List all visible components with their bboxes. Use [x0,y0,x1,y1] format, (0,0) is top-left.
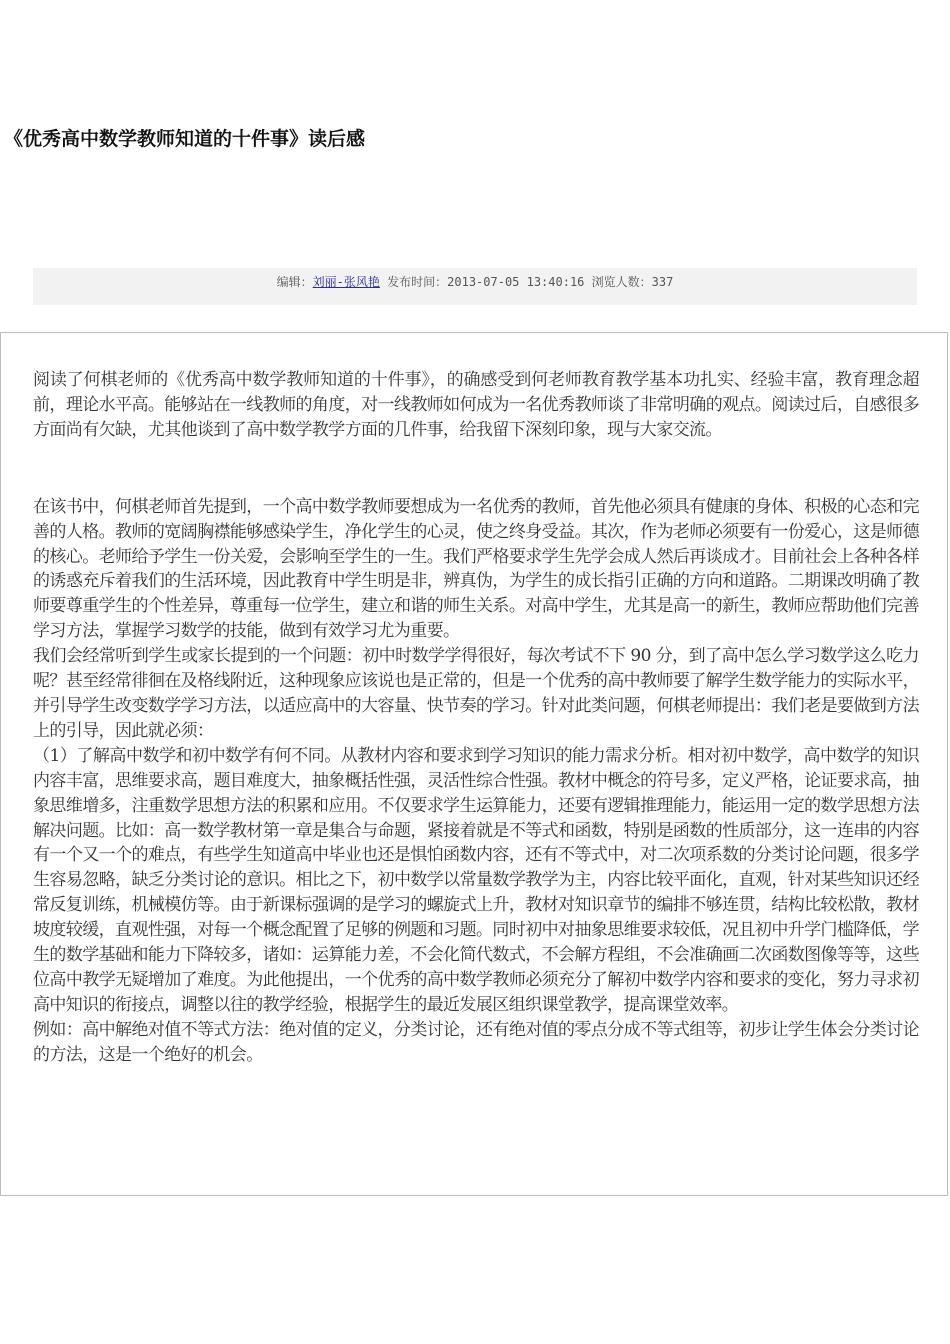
article-paragraph: 阅读了何棋老师的《优秀高中数学教师知道的十件事》，的确感受到何老师教育教学基本功扎实、经验丰富，教育理念超前，理论水平高。能够站在一线教师的角度，对一线教师如何成为一名优秀教师谈了非常明确的观点。阅读过后，自感很多方面尚有欠缺，尤其他谈到了高中数学教学方面的几件事，给我留下深刻印象，现与大家交流。 [33,370,919,440]
views-count: 337 [651,275,674,289]
published-label: 发布时间： [379,275,448,289]
article-paragraph: （1）了解高中数学和初中数学有何不同。从教材内容和要求到学习知识的能力需求分析。相对初中数学，高中数学的知识内容丰富，思维要求高，题目难度大，抽象概括性强，灵活性综合性强。教材中概念的符号多，定义严格，论证要求高，抽象思维增多，注重数学思想方法的积累和应用。不仅要求学生运算能力，还要有逻辑推理能力，能运用一定的数学思想方法解决问题。比如：高一数学教材第一章是集合与命题，紧接着就是不等式和函数，特别是函数的性质部分，这一连串的内容有一个又一个的难点，有些学生知道高中毕业也还是惧怕函数内容，还有不等式中，对二次项系数的分类讨论问题，很多学生容易忽略，缺乏分类讨论的意识。相比之下，初中数学以常量数学教学为主，内容比较平面化，直观，针对某些知识还经常反复训练，机械模仿等。由于新课标强调的是学习的螺旋式上升，教材对知识章节的编排不够连贯，结构比较松散，教材坡度较缓，直观性强，对每一个概念配置了足够的例题和习题。同时初中对抽象思维要求较低，况且初中升学门槛降低，学生的数学基础和能力下降较多，诸如：运算能力差，不会化简代数式，不会解方程组，不会准确画二次函数图像等等，这些位高中教学无疑增加了难度。为此他提出，一个优秀的高中数学教师必须充分了解初中数学内容和要求的变化，努力寻求初高中知识的衔接点，调整以往的教学经验，根据学生的最近发展区组织课堂教学，提高课堂效率。 [33,745,919,1015]
article-meta-bar [33,268,917,305]
page-title: 《优秀高中数学教师知道的十件事》读后感 [4,128,366,150]
views-label: 浏览人数： [584,275,652,289]
article-body [33,368,919,1068]
article-paragraph: 在该书中，何棋老师首先提到，一个高中数学教师要想成为一名优秀的教师，首先他必须具有健康的身体、积极的心态和完善的人格。教师的宽阔胸襟能够感染学生，净化学生的心灵，使之终身受益。其次，作为老师必须要有一份爱心，这是师德的核心。老师给予学生一份关爱，会影响至学生的一生。我们严格要求学生先学会成人然后再谈成才。目前社会上各种各样的诱惑充斥着我们的生活环境，因此教育中学生明是非，辨真伪，为学生的成长指引正确的方向和道路。二期课改明确了教师要尊重学生的个性差异，尊重每一位学生，建立和谐的师生关系。对高中学生，尤其是高一的新生，教师应帮助他们完善学习方法，掌握学习数学的技能，做到有效学习尤为重要。 [33,496,919,642]
editor-label: 编辑： [276,275,313,289]
article-paragraph: 我们会经常听到学生或家长提到的一个问题：初中时数学学得很好，每次考试不下 90 分，到了高中怎么学习数学这么吃力呢？甚至经常徘徊在及格线附近，这种现象应该说也是正常的，但是一个优秀的高中教师要了解学生数学能力的实际水平，并引导学生改变数学学习方法，以适应高中的大容量、快节奏的学习。针对此类问题，何棋老师提出：我们老是要做到方法上的引导，因此就必须： [33,646,919,741]
editor-link[interactable]: 刘丽-张风艳 [312,275,380,289]
article-paragraph: 例如：高中解绝对值不等式方法：绝对值的定义，分类讨论，还有绝对值的零点分成不等式组等，初步让学生体会分类讨论的方法，这是一个绝好的机会。 [33,1019,919,1065]
published-value: 2013-07-05 13:40:16 [447,275,585,289]
